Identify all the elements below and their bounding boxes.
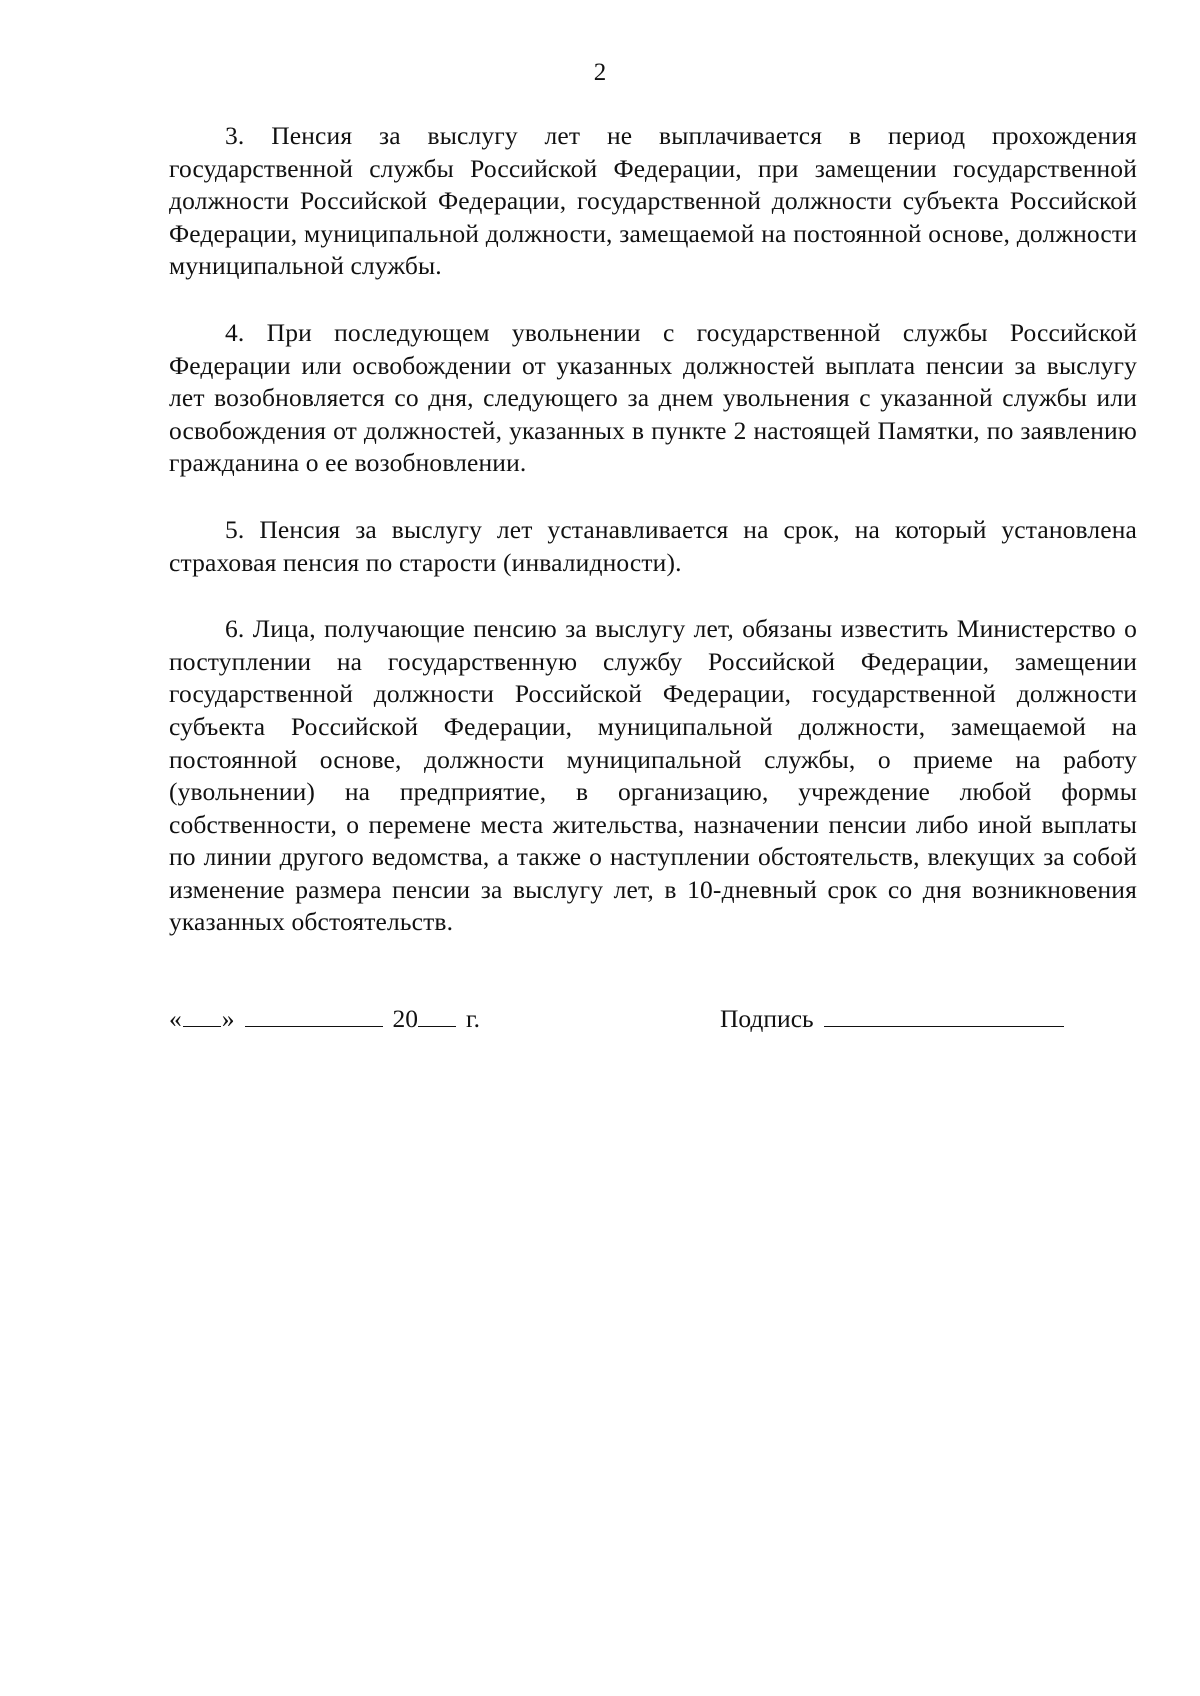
document-body xyxy=(169,120,1137,973)
year-blank xyxy=(418,1004,456,1027)
month-blank xyxy=(245,1004,383,1027)
date-field xyxy=(169,1003,480,1035)
close-quote: » xyxy=(221,1004,235,1033)
page-number: 2 xyxy=(593,59,607,86)
paragraph-4: 4. При последующем увольнении с государственной службы Российской Федерации или освобождении от указанных должностей выплата пенсии за выслугу лет возобновляется со дня, следующего за днем увольнения с указанной службы или освобождения от должностей, указанных в пункте 2 настоящей Памятки, по заявлению гражданина о ее возобновлении. xyxy=(169,317,1137,478)
year-prefix: 20 xyxy=(392,1004,418,1033)
paragraph-3: 3. Пенсия за выслугу лет не выплачивается в период прохождения государственной службы Российской Федерации, при замещении государственной должности Российской Федерации, государственной должности субъекта Российской Федерации, муниципальной должности, замещаемой на постоянной основе, должности муниципальной службы. xyxy=(169,121,1137,281)
paragraph-5: 5. Пенсия за выслугу лет устанавливается на срок, на который установлена страховая пенсия по старости (инвалидности). xyxy=(169,514,1137,577)
day-blank xyxy=(183,1004,221,1027)
year-suffix: г. xyxy=(466,1004,480,1033)
open-quote: « xyxy=(169,1004,182,1033)
paragraph-6: 6. Лица, получающие пенсию за выслугу лет, обязаны известить Министерство о поступлении на государственную службу Российской Федерации, замещении государственной должности Российской Федерации, государственной должности субъекта Российской Федерации, муниципальной должности, замещаемой на постоянной основе, должности муниципальной службы, о приеме на работу (увольнении) на предприятие, в организацию, учреждение любой формы собственности, о перемене места жительства, назначении пенсии либо иной выплаты по линии другого ведомства, а также о наступлении обстоятельств, влекущих за собой изменение размера пенсии за выслугу лет, в 10-дневный срок со дня возникновения указанных обстоятельств. xyxy=(169,614,1137,937)
date-signature-line xyxy=(169,1003,1137,1043)
signature-blank xyxy=(824,1004,1064,1027)
signature-label: Подпись xyxy=(720,1004,814,1033)
signature-field xyxy=(720,1003,1064,1035)
